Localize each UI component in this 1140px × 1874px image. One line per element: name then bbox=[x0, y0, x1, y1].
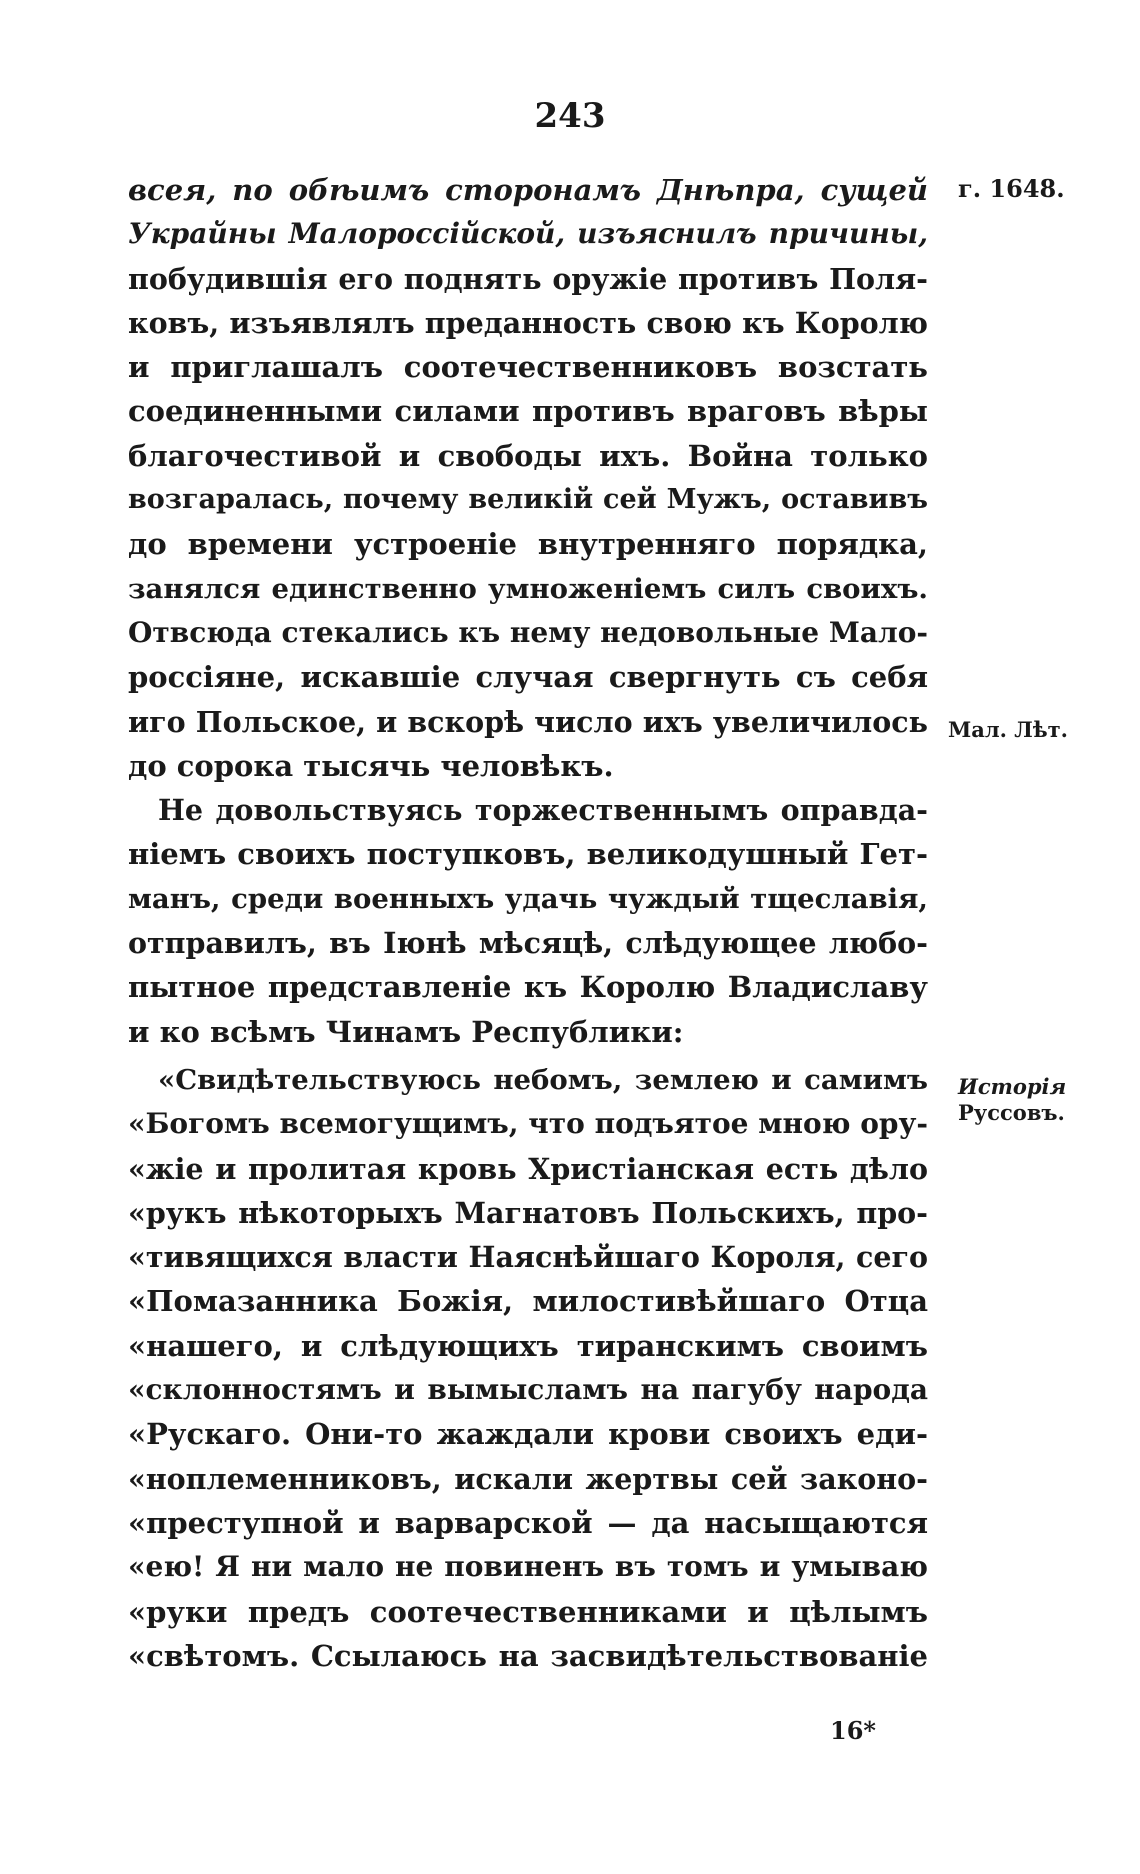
paragraph-2 bbox=[128, 788, 928, 1054]
text-line: «склонностямъ и вымысламъ на пагубу народа bbox=[128, 1373, 928, 1407]
paragraph-3-quotation bbox=[128, 1058, 928, 1678]
text-line: возгаралась, почему великій сей Мужъ, оставивъ bbox=[128, 484, 928, 516]
text-line: «ею! Я ни мало не повиненъ въ томъ и умываю bbox=[128, 1550, 928, 1584]
text-line: «Рускаго. Они-то жаждали крови своихъ еди- bbox=[128, 1417, 928, 1452]
text-line: ніемъ своихъ поступковъ, великодушный Гет- bbox=[128, 837, 928, 872]
text-line: пытное представленіе къ Королю Владиславу bbox=[128, 970, 928, 1005]
text-line: до времени устроеніе внутренняго порядка, bbox=[128, 527, 928, 562]
text-line: «свѣтомъ. Ссылаюсь на засвидѣтельствованіе bbox=[128, 1638, 928, 1673]
text-line: «ноплеменниковъ, искали жертвы сей законо- bbox=[128, 1461, 928, 1496]
text-line: до сорока тысячь человѣкъ. bbox=[128, 748, 614, 783]
text-line: благочестивой и свободы ихъ. Война только bbox=[128, 438, 928, 473]
text-line: всея, по обѣимъ сторонамъ Днѣпра, сущей bbox=[128, 173, 928, 207]
text-line: побудившія его поднять оружіе противъ Поля- bbox=[128, 261, 928, 296]
text-line: соединенными силами противъ враговъ вѣры bbox=[128, 394, 928, 429]
text-line: «руки предъ соотечественниками и цѣлымъ bbox=[128, 1594, 928, 1629]
text-line: «рукъ нѣкоторыхъ Магнатовъ Польскихъ, про- bbox=[128, 1195, 928, 1230]
signature-mark: 16* bbox=[830, 1716, 876, 1745]
text-line: Украйны Малороссійской, изъяснилъ причины, bbox=[128, 217, 928, 251]
text-line: и приглашалъ соотечественниковъ возстать bbox=[128, 350, 928, 385]
text-line: «Богомъ всемогущимъ, что подъятое мною ору- bbox=[128, 1107, 928, 1141]
paragraph-1 bbox=[128, 168, 928, 788]
text-line: «тивящихся власти Наяснѣйшаго Короля, сего bbox=[128, 1240, 928, 1275]
margin-note-source-1: Мал. Лѣт. bbox=[948, 717, 1068, 742]
text-line: «нашего, и слѣдующихъ тиранскимъ своимъ bbox=[128, 1328, 928, 1363]
text-line: ковъ, изъявлялъ преданность свою къ Королю bbox=[128, 305, 928, 340]
text-line: «жіе и пролитая кровь Христіанская есть дѣло bbox=[128, 1151, 928, 1186]
text-line: Не довольствуясь торжественнымъ оправда- bbox=[158, 793, 928, 828]
text-line: иго Польское, и вскорѣ число ихъ увеличилось bbox=[128, 704, 928, 739]
text-line: отправилъ, въ Іюнѣ мѣсяцѣ, слѣдующее любо- bbox=[128, 926, 928, 961]
text-line: «преступной и варварской — да насыщаются bbox=[128, 1505, 928, 1540]
text-line: Отвсюда стекались къ нему недовольные Мало- bbox=[128, 615, 928, 649]
text-line: «Помазанника Божія, милостивѣйшаго Отца bbox=[128, 1284, 928, 1319]
page-number: 243 bbox=[534, 96, 606, 136]
margin-note-source-2-line2: Руссовъ. bbox=[958, 1100, 1065, 1125]
text-line: и ко всѣмъ Чинамъ Республики: bbox=[128, 1014, 684, 1049]
text-line: манъ, среди военныхъ удачь чуждый тщеславія, bbox=[128, 882, 928, 915]
text-line: россіяне, искавшіе случая свергнуть съ себя bbox=[128, 660, 928, 695]
text-block bbox=[128, 168, 928, 1678]
text-line: «Свидѣтельствуюсь небомъ, землею и самимъ bbox=[158, 1063, 928, 1096]
margin-note-source-2 bbox=[958, 1074, 1066, 1126]
text-line: занялся единственно умноженіемъ силъ своихъ. bbox=[128, 572, 928, 605]
margin-note-source-2-line1: Исторія bbox=[958, 1074, 1067, 1099]
margin-note-year: г. 1648. bbox=[958, 174, 1065, 203]
